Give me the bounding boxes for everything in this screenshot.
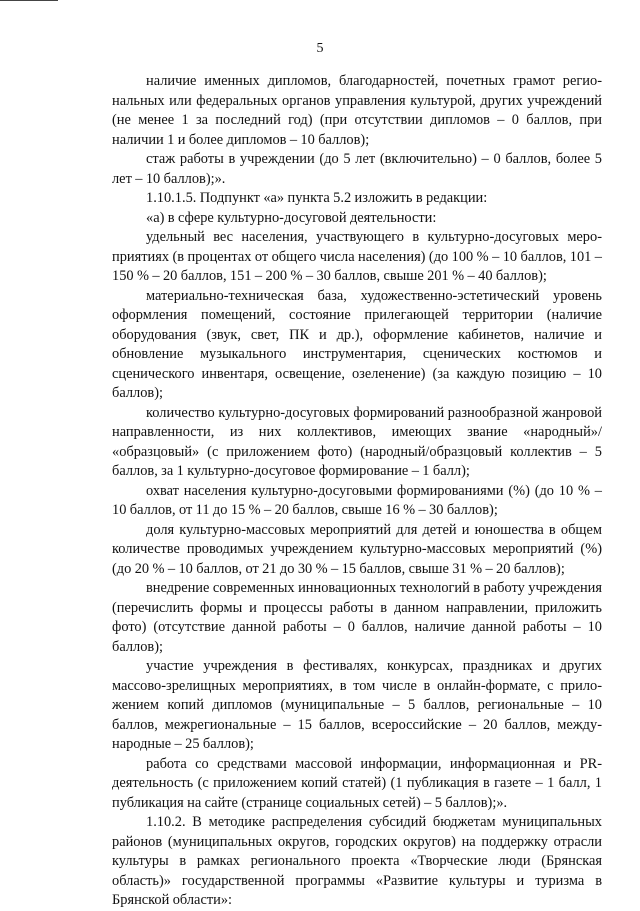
page-number: 5 bbox=[316, 41, 324, 56]
paragraph-1-10-2: 1.10.2. В методике распределения субсидий бюджетам муниципальных районов (муниципальных округов, городских округов) на поддержку отрасли культуры в рамках регионального проекта «Творческие люди (Брянская область)» государственной программы «Развитие культуры и туризма в Брянской области»: bbox=[112, 814, 602, 908]
paragraph-media-work: работа со средствами массовой информации, информационная и PR-деятельность (с приложением копий статей) (1 публикация в газете – 1 балл, 1 публикация на сайте (странице социальных сетей) – 5 баллов);». bbox=[112, 755, 602, 811]
paragraph-diplomas: наличие именных дипломов, благодарностей, почетных грамот региональных или федеральных органов управления культурой, других учреждений (не менее 1 за последний год) (при отсутствии дипломов – 0 баллов, при наличии 1 и более дипломов – 10 баллов); bbox=[112, 73, 602, 148]
paragraph-youth-events: доля культурно-массовых мероприятий для детей и юношества в общем количестве проводимых учреждением культурно-массовых мероприятий (%) (до 20 % – 10 баллов, от 21 до 30 % – 15 баллов, свыше 31 % – 20 баллов); bbox=[112, 521, 602, 577]
paragraph-1-10-1-5: 1.10.1.5. Подпункт «а» пункта 5.2 изложить в редакции: bbox=[146, 190, 488, 206]
paragraph-work-experience: стаж работы в учреждении (до 5 лет (включительно) – 0 баллов, более 5 лет – 10 баллов);». bbox=[112, 151, 602, 187]
document-body bbox=[112, 72, 602, 911]
paragraph-subitem-a: «а) в сфере культурно-досуговой деятельности: bbox=[146, 209, 437, 226]
top-edge-line bbox=[0, 0, 58, 1]
paragraph-material-base: материально-техническая база, художественно-эстетический уровень оформления помещений, состояние прилегающей территории (наличие оборудования (звук, свет, ПК и др.), оформление кабинетов, наличие и обновление музыкального инструментария, сценических костюмов и сценического инвентаря, освещение, озеленение) (за каждую позицию – 10 баллов); bbox=[112, 287, 602, 401]
paragraph-festivals: участие учреждения в фестивалях, конкурсах, праздниках и других массово-зрелищных мероприятиях, в том числе в онлайн-формате, с приложением копий дипломов (муниципальные – 5 баллов, региональные – 10 баллов, межрегиональные – 15 баллов, всероссийские – 20 баллов, международные – 25 баллов); bbox=[112, 658, 602, 752]
paragraph-innovation: внедрение современных инновационных технологий в работу учреждения (перечислить формы и процессы работы в данном направлении, приложить фото) (отсутствие данной работы – 0 баллов, наличие данной работы – 10 баллов); bbox=[112, 580, 602, 655]
paragraph-formations-count: количество культурно-досуговых формирований разнообразной жанровой направленности, из них коллективов, имеющих звание «народный»/ «образцовый» (с приложением фото) (народный/образцовый коллектив – 5 баллов, за 1 культурно-досуговое формирование – 1 балл); bbox=[112, 404, 602, 479]
paragraph-coverage: охват населения культурно-досуговыми формированиями (%) (до 10 % –10 баллов, от 11 до 15 % – 20 баллов, свыше 16 % – 30 баллов); bbox=[112, 482, 602, 518]
paragraph-population-share: удельный вес населения, участвующего в культурно-досуговых мероприятиях (в процентах от общего числа населения) (до 100 % – 10 баллов, 101 – 150 % – 20 баллов, 151 – 200 % – 30 баллов, свыше 201 % – 40 баллов); bbox=[112, 229, 602, 284]
